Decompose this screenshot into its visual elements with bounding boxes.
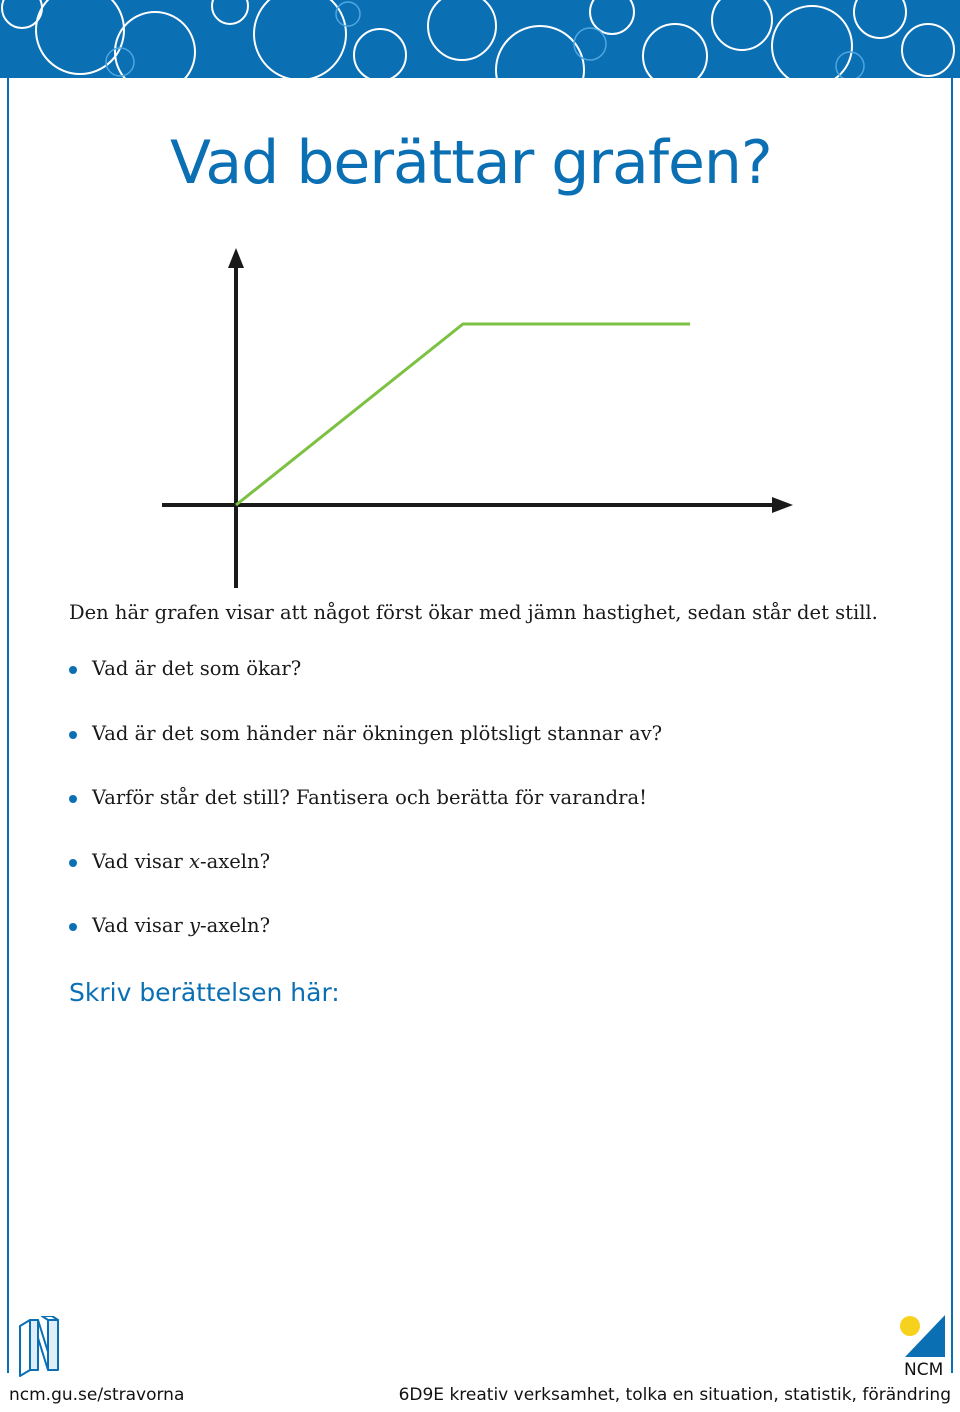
question-text: Vad är det som ökar? [92,657,302,680]
question-item [69,911,662,944]
question-text-start: Vad visar [92,850,190,873]
header-band [0,0,960,78]
ncm-logo-icon [897,1313,949,1361]
write-heading: Skriv berättelsen här: [69,978,340,1007]
question-text: Vad är det som händer när ökningen plötsligt stannar av? [92,722,663,745]
decorative-circles [0,0,960,78]
n-logo-icon [14,1316,66,1380]
question-item [69,847,662,880]
question-text: Varför står det still? Fantisera och berätta för varandra! [92,786,647,809]
footer-url: ncm.gu.se/stravorna [9,1385,185,1405]
x-axis-arrow [772,497,793,513]
graph-line [236,324,690,505]
footer-code: 6D9E kreativ verksamhet, tolka en situation, statistik, förändring [398,1385,951,1405]
graph [150,240,810,600]
bullet-icon [69,731,77,739]
page-title: Vad berättar grafen? [170,128,772,198]
question-text-end: -axeln? [200,850,271,873]
question-item [69,783,662,816]
bullet-icon [69,859,77,867]
page-border-left [7,78,9,1373]
question-text-end: -axeln? [200,914,271,937]
bullet-icon [69,795,77,803]
question-list [69,654,662,944]
y-axis-arrow [228,248,244,268]
question-item [69,719,662,752]
question-item [69,654,662,687]
variable-x: x [189,850,201,873]
bullet-icon [69,923,77,931]
variable-y: y [189,914,201,937]
page-border-right [951,78,953,1373]
intro-text: Den här grafen visar att något först ökar med jämn hastighet, sedan står det still. [69,601,878,624]
bullet-icon [69,666,77,674]
question-text-start: Vad visar [92,914,190,937]
ncm-logo-text: NCM [904,1360,944,1380]
